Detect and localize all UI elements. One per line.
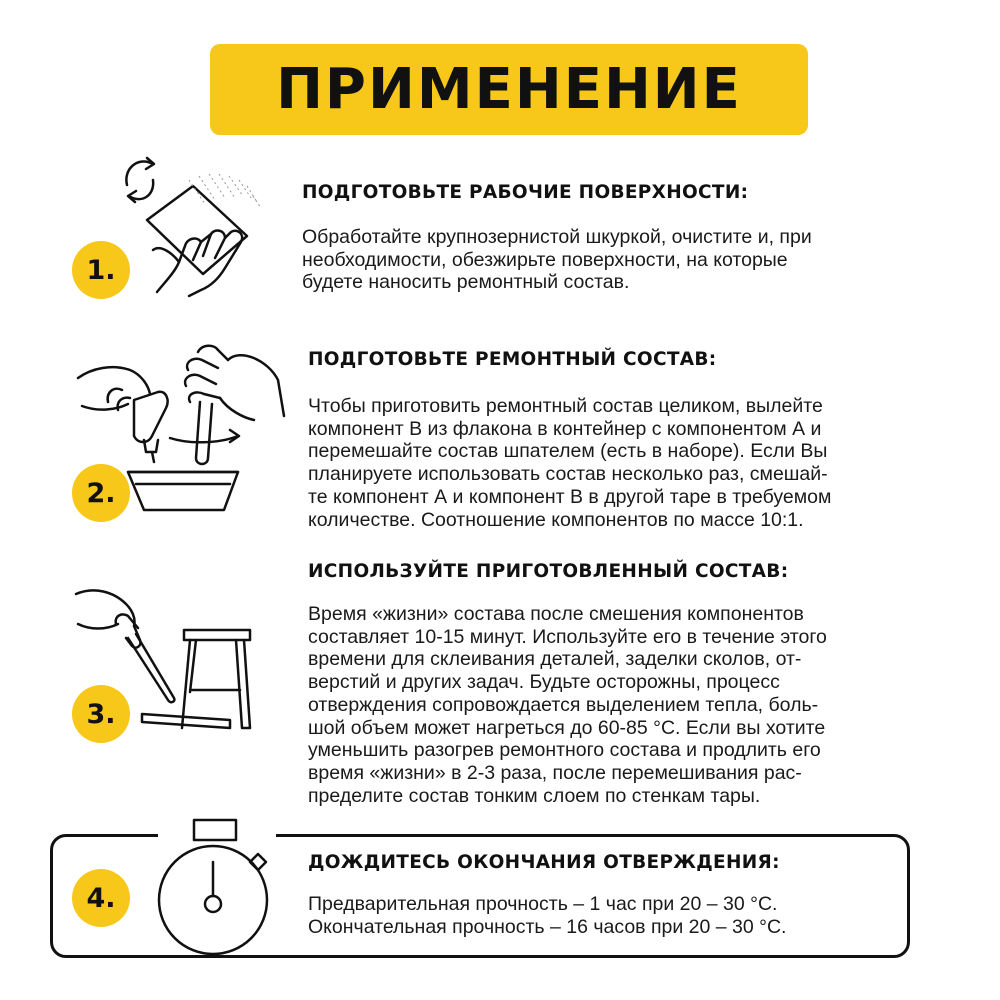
step-3-line: время «жизни» в 2-3 раза, после перемешивания рас- — [308, 761, 802, 784]
step-3-number: 3. — [72, 685, 130, 743]
step-2-heading: ПОДГОТОВЬТЕ РЕМОНТНЫЙ СОСТАВ: — [308, 349, 717, 370]
step-3-line: уменьшить разогрев ремонтного состава и продлить его — [308, 739, 821, 762]
step-1-line: Обработайте крупнозернистой шкуркой, очистите и, при — [302, 226, 812, 248]
page-title: ПРИМЕНЕНИЕ — [276, 57, 742, 122]
step-4-text — [308, 893, 786, 938]
step-1-heading: ПОДГОТОВЬТЕ РАБОЧИЕ ПОВЕРХНОСТИ: — [302, 182, 749, 203]
step-3-line: составляет 10-15 минут. Используйте его в течение этого — [308, 625, 827, 648]
step-3-line: Время «жизни» состава после смешения компонентов — [308, 603, 804, 625]
hand-sanding-icon — [115, 150, 285, 310]
step-2-text — [308, 395, 831, 531]
step-1-line: будете наносить ремонтный состав. — [302, 271, 630, 294]
step-3-line: шой объем может нагреться до 60-85 °С. Если вы хотите — [308, 716, 826, 739]
step-2-line: количестве. Соотношение компонентов по массе 10:1. — [308, 508, 804, 531]
step-2-line: компонент В из флакона в контейнер с компонентом А и — [308, 417, 822, 440]
step-3-heading: ИСПОЛЬЗУЙТЕ ПРИГОТОВЛЕННЫЙ СОСТАВ: — [308, 561, 789, 582]
step-4-line: Окончательная прочность – 16 часов при 20 – 30 °С. — [308, 915, 787, 938]
step-3-text — [308, 603, 827, 807]
step-4-heading: ДОЖДИТЕСЬ ОКОНЧАНИЯ ОТВЕРЖДЕНИЯ: — [308, 852, 780, 873]
step-4-line: Предварительная прочность – 1 час при 20 – 30 °С. — [308, 893, 778, 915]
step-3-line: времени для склеивания деталей, заделки сколов, от- — [308, 648, 802, 671]
step-2-line: перемешайте состав шпателем (есть в наборе). Если Вы — [308, 440, 828, 463]
step-3-line: верстий и других задач. Будьте осторожны, процесс — [308, 671, 780, 694]
step-2-line: планируете использовать состав несколько раз, смешай- — [308, 463, 828, 486]
step-1-number: 1. — [72, 241, 130, 299]
step-3-line: отверждения сопровождается выделением тепла, боль- — [308, 693, 819, 716]
step-3-line: пределите состав тонким слоем по стенкам тары. — [308, 784, 761, 807]
step-2-line: те компонент А и компонент В в другой таре в требуемом — [308, 485, 832, 508]
step-1-line: необходимости, обезжирьте поверхности, на которые — [302, 248, 788, 271]
step-1-text — [302, 226, 812, 294]
step-2-number: 2. — [72, 464, 130, 522]
step-2-line: Чтобы приготовить ремонтный состав целиком, вылейте — [308, 395, 823, 417]
step-4-number: 4. — [72, 869, 130, 927]
title-banner — [210, 44, 808, 135]
stopwatch-icon — [150, 818, 280, 978]
